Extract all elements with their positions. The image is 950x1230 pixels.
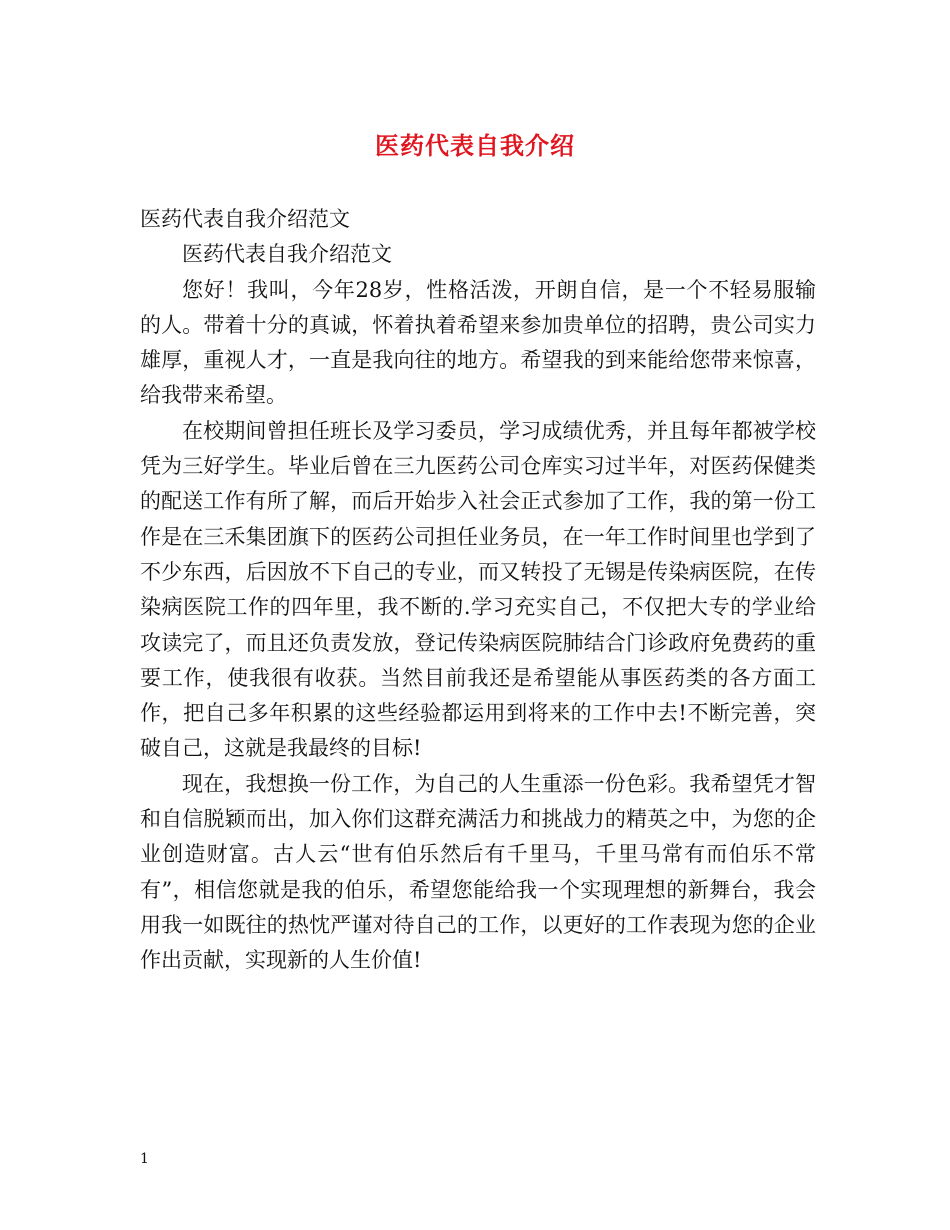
paragraph-experience: 在校期间曾担任班长及学习委员，学习成绩优秀，并且每年都被学校凭为三好学生。毕业后曾在三九医药公司仓库实习过半年，对医药保健类的配送工作有所了解，而后开始步入社会正式参加了工作，我的第一份工作是在三禾集团旗下的医药公司担任业务员，在一年工作时间里也学到了不少东西，后因放不下自己的专业，而又转投了无锡是传染病医院，在传染病医院工作的四年里，我不断的.学习充实自己，不仅把大专的学业给攻读完了，而且还负责发放，登记传染病医院肺结合门诊政府免费药的重要工作，使我很有收获。当然目前我还是希望能从事医药类的各方面工作，把自己多年积累的这些经验都运用到将来的工作中去!不断完善，突破自己，这就是我最终的目标! — [140, 418, 816, 761]
paragraph-subheading: 医药代表自我介绍范文 — [182, 242, 392, 267]
paragraph-greeting: 您好！我叫，今年28岁，性格活泼，开朗自信，是一个不轻易服输的人。带着十分的真诚，怀着执着希望来参加贵单位的招聘，贵公司实力雄厚，重视人才，一直是我向往的地方。希望我的到来能给您带来惊喜，给我带来希望。 — [140, 277, 816, 408]
document-title: 医药代表自我介绍 — [375, 131, 575, 160]
paragraph-heading: 医药代表自我介绍范文 — [140, 207, 350, 231]
paragraph-closing: 现在，我想换一份工作，为自己的人生重添一份色彩。我希望凭才智和自信脱颖而出，加入你们这群充满活力和挑战力的精英之中，为您的企业创造财富。古人云“世有伯乐然后有千里马，千里马常有而伯乐不常有”，相信您就是我的伯乐，希望您能给我一个实现理想的新舞台，我会用我一如既往的热忱严谨对待自己的工作，以更好的工作表现为您的企业作出贡献，实现新的人生价值! — [140, 771, 816, 973]
document-body — [140, 202, 816, 979]
page-number: 1 — [140, 1151, 149, 1167]
